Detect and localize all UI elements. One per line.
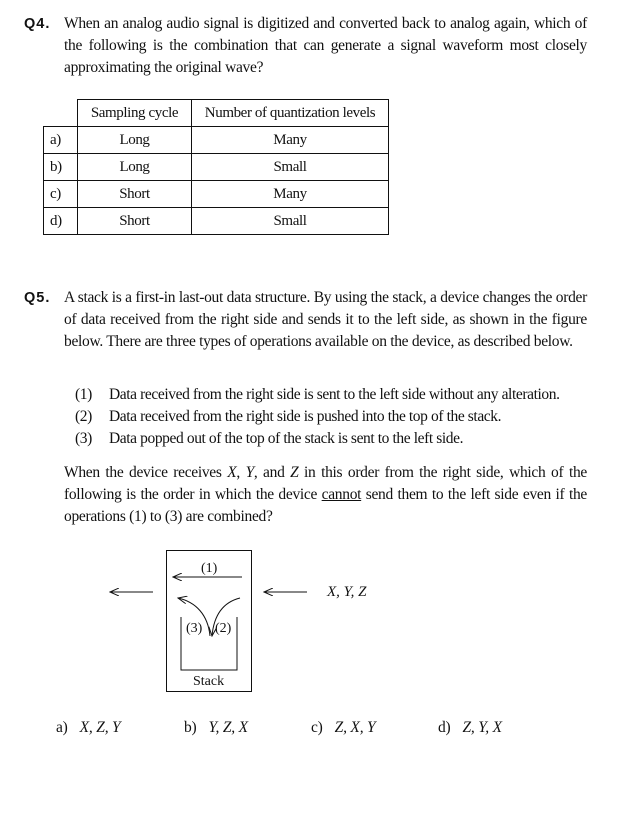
operation-1 <box>75 386 560 404</box>
header-quantization-levels: Number of quantization levels <box>192 100 389 127</box>
q4-question-text: When an analog audio signal is digitized and converted back to analog again, which of the following is the combination that can generate a signal waveform most closely approximating the original wave? <box>64 15 587 76</box>
answer-value: X, Z, Y <box>79 719 121 736</box>
answer-label: a) <box>56 719 68 736</box>
row-sampling: Short <box>78 181 192 208</box>
row-levels: Many <box>192 127 389 154</box>
q5-question-text <box>64 462 587 528</box>
question-part: , <box>236 464 246 481</box>
answer-value: Z, X, Y <box>334 719 376 736</box>
table-header-row <box>44 100 389 127</box>
row-levels: Small <box>192 154 389 181</box>
table-row <box>44 208 389 235</box>
q5-intro-text: A stack is a first-in last-out data structure. By using the stack, a device changes the order of data received from the right side and sends it to the left side, as shown in the figure below. There are three types of operations available on the device, as described below. <box>64 289 587 350</box>
q4-number: Q4. <box>24 16 51 32</box>
q5-number: Q5. <box>24 290 51 306</box>
answer-label: d) <box>438 719 451 736</box>
answer-value: Y, Z, X <box>208 719 248 736</box>
operation-text: Data popped out of the top of the stack is sent to the left side. <box>109 430 464 447</box>
operation-text: Data received from the right side is sent to the left side without any alteration. <box>109 386 560 403</box>
row-levels: Many <box>192 181 389 208</box>
operation-number: (3) <box>75 430 92 447</box>
diagram-stack-label: Stack <box>193 674 225 689</box>
question-part: in this order from the right side, which of the following is the order in which the device <box>64 464 587 503</box>
table-row <box>44 127 389 154</box>
var-x: X <box>227 464 237 481</box>
question-part: , and <box>253 464 291 481</box>
answer-label: c) <box>311 719 323 736</box>
operation-number: (2) <box>75 408 92 425</box>
operation-3 <box>75 430 463 448</box>
row-levels: Small <box>192 208 389 235</box>
answer-b <box>184 719 248 737</box>
diagram-input-label: X, Y, Z <box>327 584 367 600</box>
stack-diagram <box>0 540 624 700</box>
answer-value: Z, Y, X <box>462 719 502 736</box>
q4-table <box>43 99 389 235</box>
row-sampling: Long <box>78 154 192 181</box>
row-sampling: Long <box>78 127 192 154</box>
row-label: a) <box>44 127 78 154</box>
answer-c <box>311 719 375 737</box>
diagram-op2-label: (2) <box>215 621 232 636</box>
table-row <box>44 181 389 208</box>
table-row <box>44 154 389 181</box>
diagram-op3-label: (3) <box>186 621 203 636</box>
header-sampling-cycle: Sampling cycle <box>78 100 192 127</box>
row-sampling: Short <box>78 208 192 235</box>
var-z: Z <box>290 464 299 481</box>
row-label: b) <box>44 154 78 181</box>
diagram-op1-label: (1) <box>201 561 218 576</box>
question-part: send them to the left side even if the operations (1) to (3) are combined? <box>64 486 587 525</box>
operation-number: (1) <box>75 386 92 403</box>
row-label: c) <box>44 181 78 208</box>
operation-2 <box>75 408 501 426</box>
answer-a <box>56 719 120 737</box>
row-label: d) <box>44 208 78 235</box>
table-corner-cell <box>44 100 78 127</box>
answer-label: b) <box>184 719 197 736</box>
answer-d <box>438 719 502 737</box>
emphasis-cannot: cannot <box>321 486 362 503</box>
operation-text: Data received from the right side is pushed into the top of the stack. <box>109 408 502 425</box>
var-y: Y <box>245 464 254 481</box>
question-part: When the device receives <box>64 464 228 481</box>
